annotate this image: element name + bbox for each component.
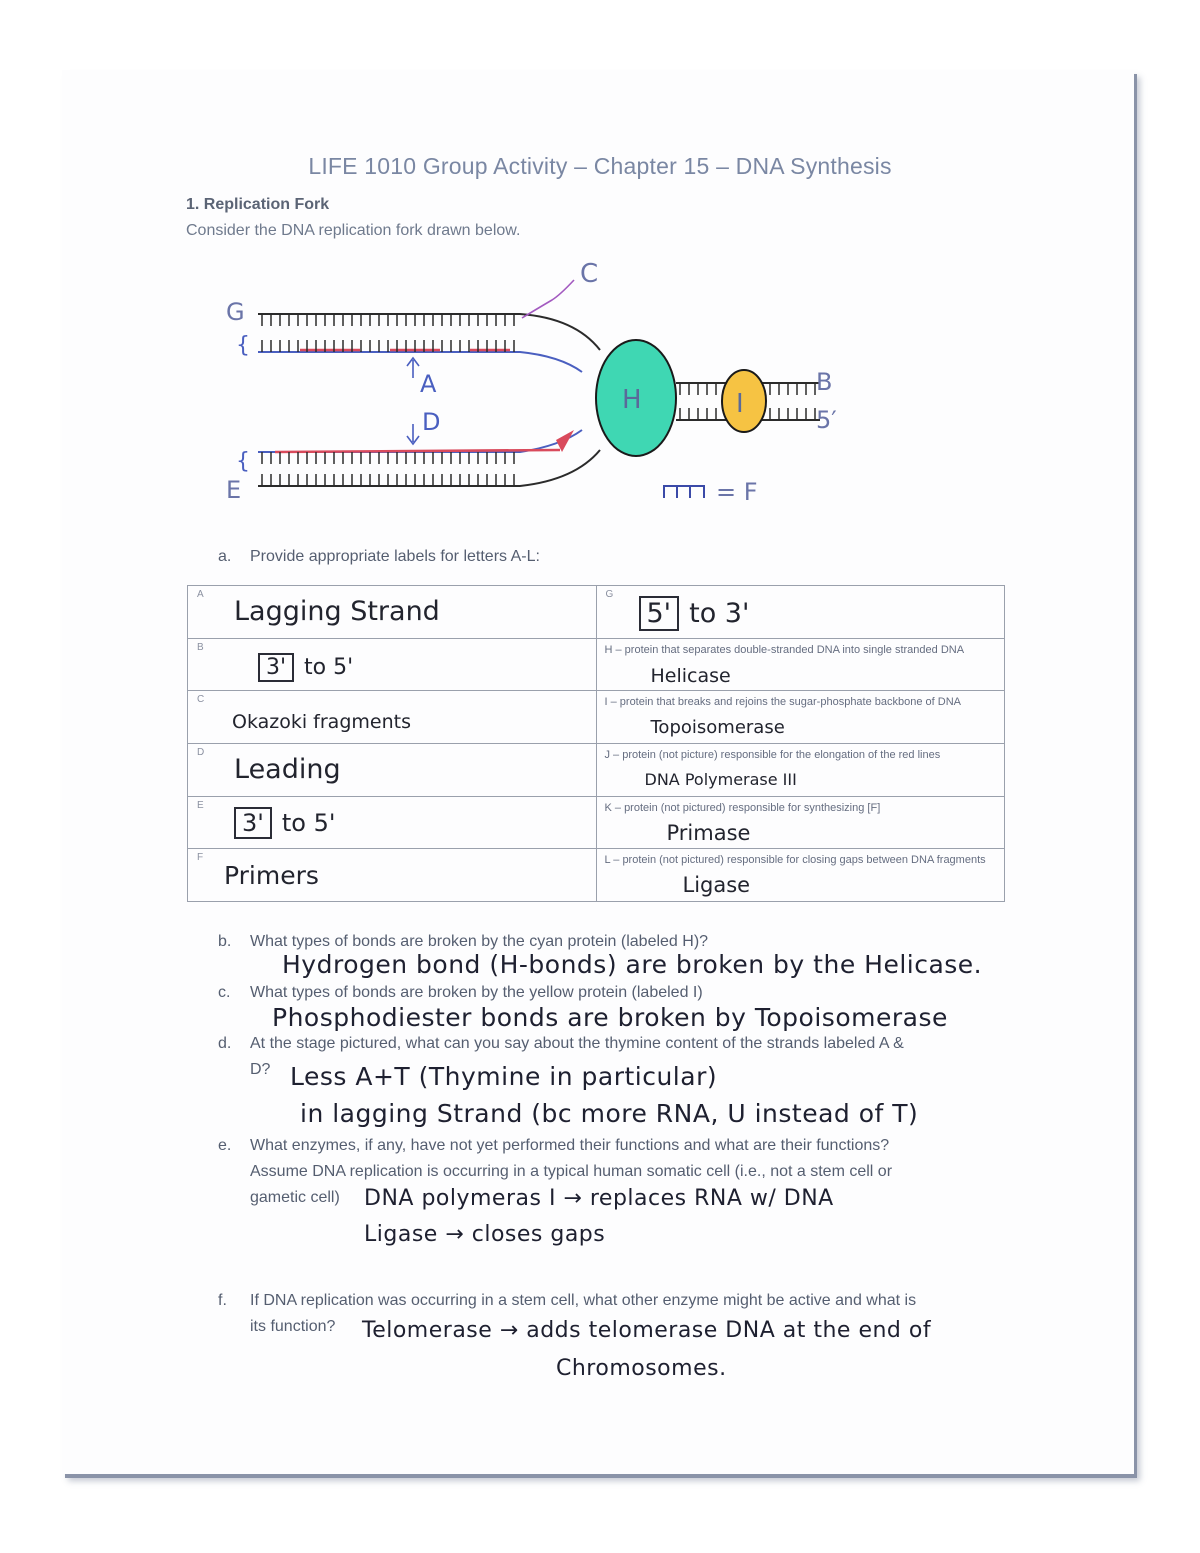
question-d: d. At the stage pictured, what can you say about the thymine content of the strands labeled A & D? [218,1035,904,1078]
label-a: A [420,370,437,398]
question-e: e. What enzymes, if any, have not yet performed their functions and what are their functions? Assume DNA replication is occurring in a typical human somatic cell (i.e., not a stem cell or gametic cell) [218,1137,893,1206]
cell-k: K – protein (not pictured) responsible for synthesizing [F] Primase [596,796,1005,849]
lagging-strand [258,340,582,372]
cell-l: L – protein (not pictured) responsible for closing gaps between DNA fragments Ligase [596,849,1005,902]
intro-text: Consider the DNA replication fork drawn below. [186,222,521,239]
cell-e: E 3' to 5' [188,796,597,849]
question-b: b. What types of bonds are broken by the cyan protein (labeled H)? [218,933,709,950]
label-g: G [226,298,245,326]
answer-d-line2: in lagging Strand (bc more RNA, U instead of T) [300,1099,919,1128]
label-h: H [622,385,642,415]
cell-f: F Primers [188,849,597,902]
cell-c: C Okazoki fragments [188,691,597,744]
top-parental-strand [258,314,600,350]
question-a: a. Provide appropriate labels for letters A-L: [218,548,540,565]
label-c: C [580,259,599,289]
cell-a: A Lagging Strand [188,586,597,639]
label-d: D [422,408,441,436]
replication-fork-diagram [0,0,1200,540]
cell-j: J – protein (not picture) responsible for the elongation of the red lines DNA Polymerase III [596,743,1005,796]
section-heading: 1. Replication Fork [186,196,330,213]
cell-b: B 3' to 5' [188,638,597,691]
cell-h: H – protein that separates double-stranded DNA into single stranded DNA Helicase [596,638,1005,691]
answer-b: Hydrogen bond (H-bonds) are broken by the Helicase. [282,950,983,979]
answer-f-line1: Telomerase → adds telomerase DNA at the end of [362,1318,932,1343]
question-c: c. What types of bonds are broken by the yellow protein (labeled I) [218,984,703,1001]
question-f: f. If DNA replication was occurring in a stem cell, what other enzyme might be active and what is its function? [218,1292,917,1335]
answer-d-line1: Less A+T (Thymine in particular) [290,1062,718,1091]
bottom-parental-strand [258,450,600,486]
topoisomerase-shape [722,370,766,432]
answer-f-line2: Chromosomes. [556,1356,727,1381]
leading-strand [258,430,582,464]
cell-d: D Leading [188,743,597,796]
cell-g: G 5' to 3' [596,586,1005,639]
svg-text:{: { [236,333,250,358]
label-5prime: 5′ [816,406,837,434]
legend-f: = F [716,478,758,506]
answer-e-line2: Ligase → closes gaps [364,1222,606,1247]
labels-table [187,585,1005,902]
page-title: LIFE 1010 Group Activity – Chapter 15 – DNA Synthesis [308,153,892,179]
answer-e-line1: DNA polymeras I → replaces RNA w/ DNA [364,1186,834,1211]
label-e: E [226,476,242,504]
label-b: B [816,368,833,396]
cell-i: I – protein that breaks and rejoins the sugar-phosphate backbone of DNA Topoisomerase [596,691,1005,744]
answer-c: Phosphodiester bonds are broken by Topoisomerase [272,1003,948,1032]
svg-text:{: { [236,449,250,474]
label-i: I [736,389,744,419]
